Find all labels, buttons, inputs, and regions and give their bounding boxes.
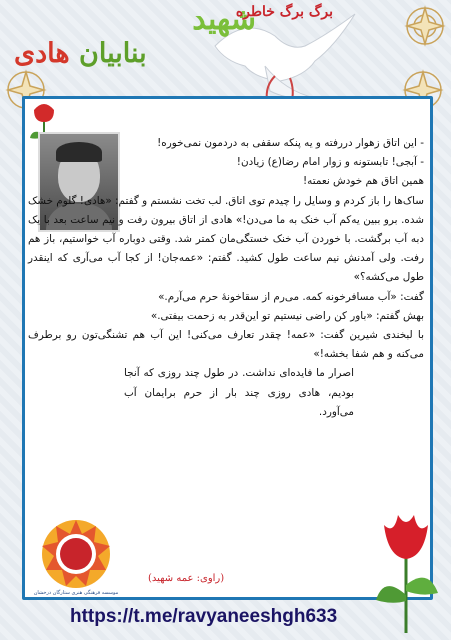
narrator-credit: (راوی: عمه شهید)	[148, 573, 225, 584]
institute-logo-icon	[40, 518, 112, 590]
title-shahid: شهید	[192, 2, 256, 37]
paragraph: با لبخندی شیرین گفت: «عمه! چقدر تعارف می‌کنی! این آب هم تشنگی‌تون رو برطرف می‌کنه و هم شفا بخشه!»	[28, 329, 424, 361]
paragraph: بهش گفتم: «باور کن راضی نیستیم تو این‌قدر به زحمت بیفتی.»	[150, 309, 424, 322]
institute-caption: موسسه فرهنگی هنری ستارگان درخشان	[33, 590, 119, 596]
paragraph: گفت: «آب مسافرخونه کمه. می‌رم از سقاخونهٔ حرم می‌آرم.»	[158, 290, 424, 303]
tulip-icon	[366, 505, 446, 635]
martyr-name	[14, 38, 147, 69]
paragraph: - آبجی! تابستونه و زوار امام رضا(ع) زیادن!	[236, 156, 424, 169]
rosette-ornament-icon	[403, 4, 447, 48]
card-heading: برگ برگ خاطره	[235, 4, 333, 20]
paragraph: همین اتاق هم خودش نعمته!	[302, 175, 424, 188]
martyr-surname: بنابیان	[79, 38, 147, 69]
martyr-first-name: هادی	[14, 38, 70, 69]
paragraph: ساک‌ها را باز کردم و وسایل را چیدم توی اتاق. لب تخت نشستم و گفتم: «هادی! گلوم خشک شده. برو ببین یه‌کم آب خنک به ما می‌دن!» هادی از اتاق بیرون رفت و نیم ساعت بعد با یک دبه آب برگشت. با خوردن آب خنک خستگی‌مان کمتر شد. وقتی دوباره آب خواستیم، باز هم رفت. ولی آمدنش نیم ساعت طول کشید. گفتم: «عمه‌جان! از کجا آب می‌آری که اینقدر طول می‌کشه؟»	[28, 194, 424, 284]
paragraph: اصرار ما فایده‌ای نداشت. در طول چند روزی که آنجا بودیم، هادی روزی چند بار از حرم برایمان آب می‌آورد.	[124, 367, 354, 418]
paragraph: - این اتاق زهوار دررفته و یه پنکه سقفی به دردمون نمی‌خوره!	[157, 137, 424, 149]
memory-text	[28, 134, 424, 422]
telegram-link[interactable]: https://t.me/ravyaneeshgh633	[70, 606, 338, 627]
